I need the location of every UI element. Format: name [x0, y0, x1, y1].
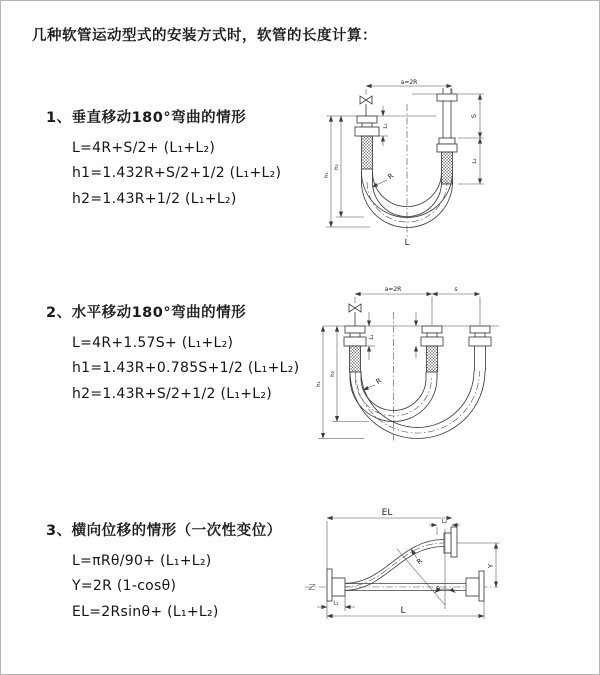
left-flange	[327, 569, 345, 601]
formula-line: h1=1.43R+0.785S+1/2 (L₁+L₂)	[72, 360, 300, 377]
radius-callout	[372, 172, 395, 187]
dim-el-label: EL	[381, 508, 393, 518]
section-1	[46, 106, 281, 212]
right-flange	[466, 571, 484, 601]
dim-s	[432, 286, 480, 294]
section-heading: 1、垂直移动180°弯曲的情形	[46, 110, 247, 126]
dim-length	[327, 599, 484, 619]
radius-callout	[411, 549, 424, 566]
braided-section	[362, 136, 373, 169]
braided-section	[427, 346, 438, 372]
diagram-horizontal-180-bend	[309, 282, 594, 474]
formula-line: L=4R+1.57S+ (L₁+L₂)	[72, 335, 234, 351]
dim-l2-label: L₂	[441, 519, 448, 525]
middle-hose-fitting	[421, 326, 443, 372]
left-hose-fitting	[355, 116, 379, 169]
displaced-flange	[444, 527, 457, 557]
section-3	[46, 519, 282, 625]
formula-line: Y=2R (1-cosθ)	[72, 578, 177, 595]
dim-l2	[458, 138, 484, 184]
formula-line: L=πRθ/90+ (L₁+L₂)	[72, 553, 212, 569]
hose-u-bend-displaced	[350, 371, 485, 439]
length-label: L	[404, 238, 410, 248]
section-heading: 3、横向位移的情形（一次性变位）	[46, 523, 282, 539]
diagram-vertical-180-bend	[312, 76, 592, 258]
page-title: 几种软管运动型式的安装方式时，软管的长度计算：	[32, 28, 377, 44]
radius-label: R	[374, 376, 384, 387]
dim-h2-label: h₂	[330, 371, 336, 377]
dim-el	[327, 508, 452, 619]
right-hose-fitting	[437, 88, 457, 184]
dim-a2r-label: a=2R	[384, 286, 402, 293]
dim-l1-label: L₁	[383, 123, 389, 129]
radius-label: R	[386, 171, 396, 182]
dim-l1	[317, 595, 355, 611]
dim-s-label: s	[454, 286, 458, 293]
dim-a2r	[355, 286, 432, 294]
left-hose-fitting	[344, 326, 366, 372]
formula-line: EL=2Rsinθ+ (L₁+L₂)	[72, 603, 219, 620]
braided-section	[350, 346, 361, 372]
hose-s-curve	[343, 540, 444, 591]
formula-line: h1=1.432R+S/2+1/2 (L₁+L₂)	[72, 165, 282, 182]
dim-a2r-label: a=2R	[400, 79, 418, 86]
dim-y-label: Y	[487, 563, 495, 569]
radius-line	[397, 549, 445, 605]
dim-l1	[377, 106, 389, 146]
valve-icon	[349, 304, 361, 326]
section-heading: 2、水平移动180°弯曲的情形	[46, 305, 247, 321]
radius-callout	[363, 377, 383, 390]
dim-l1	[366, 312, 375, 360]
dim-h1-label: h₁	[324, 172, 330, 178]
diagram-lateral-displacement	[299, 499, 599, 641]
formula-line: L=4R+S/2+ (L₁+L₂)	[72, 140, 216, 156]
dim-l1-label: L₁	[369, 334, 375, 340]
dim-h2-label: h₂	[334, 164, 340, 170]
dim-s-label: S	[470, 113, 478, 119]
dim-h1-label: h₁	[316, 381, 322, 387]
formula-line: h2=1.43R+S/2+1/2 (L₁+L₂)	[72, 385, 273, 402]
radius-label: R	[415, 556, 425, 567]
dim-l1-label: L₁	[333, 600, 339, 607]
braided-section	[442, 152, 453, 184]
valve-icon	[360, 96, 372, 116]
right-hose-fitting	[469, 326, 491, 371]
dim-l2-label: L₂	[472, 158, 478, 164]
dim-a2r	[366, 79, 452, 95]
section-2	[46, 301, 299, 407]
formula-line: h2=1.43R+1/2 (L₁+L₂)	[72, 190, 237, 207]
angle-theta-label: θ	[436, 585, 440, 593]
length-label: L	[400, 606, 406, 616]
